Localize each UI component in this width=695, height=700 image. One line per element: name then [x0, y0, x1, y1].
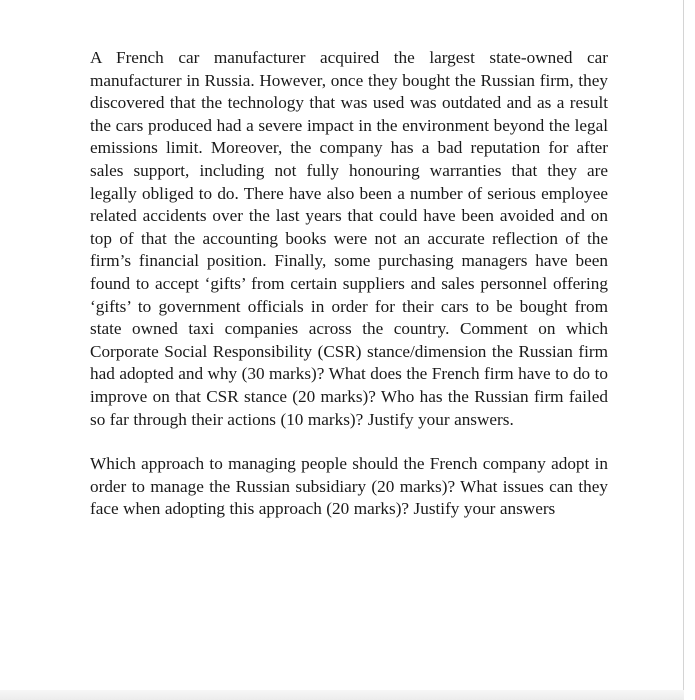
question-paragraph-people-management-text: Which approach to managing people should the French company adopt in order to manage the Russian subsidiary (20 marks)? What issues can they face when adopting this approach (20 marks)? Justify your answers: [90, 454, 608, 519]
page-border: [683, 0, 684, 700]
page-cutoff: [90, 525, 608, 534]
question-paragraph-people-management: [90, 453, 608, 534]
page-shadow: [0, 690, 684, 700]
document-page: [90, 47, 608, 534]
question-paragraph-csr: A French car manufacturer acquired the largest state-owned car manufacturer in Russia. However, once they bought the Russian firm, they discovered that the technology that was used was outdated and as a result the cars produced had a severe impact in the environment beyond the legal emissions limit. Moreover, the company has a bad reputation for after sales support, including not fully honouring warranties that they are legally obliged to do. There have also been a number of serious employee related accidents over the last years that could have been avoided and on top of that the accounting books were not an accurate reflection of the firm’s financial position. Finally, some purchasing managers have been found to accept ‘gifts’ from certain suppliers and sales personnel offering ‘gifts’ to government officials in order for their cars to be bought from state owned taxi companies across the country. Comment on which Corporate Social Responsibility (CSR) stance/dimension the Russian firm had adopted and why (30 marks)? What does the French firm have to do to improve on that CSR stance (20 marks)? Who has the Russian firm failed so far through their actions (10 marks)? Justify your answers.: [90, 48, 608, 429]
